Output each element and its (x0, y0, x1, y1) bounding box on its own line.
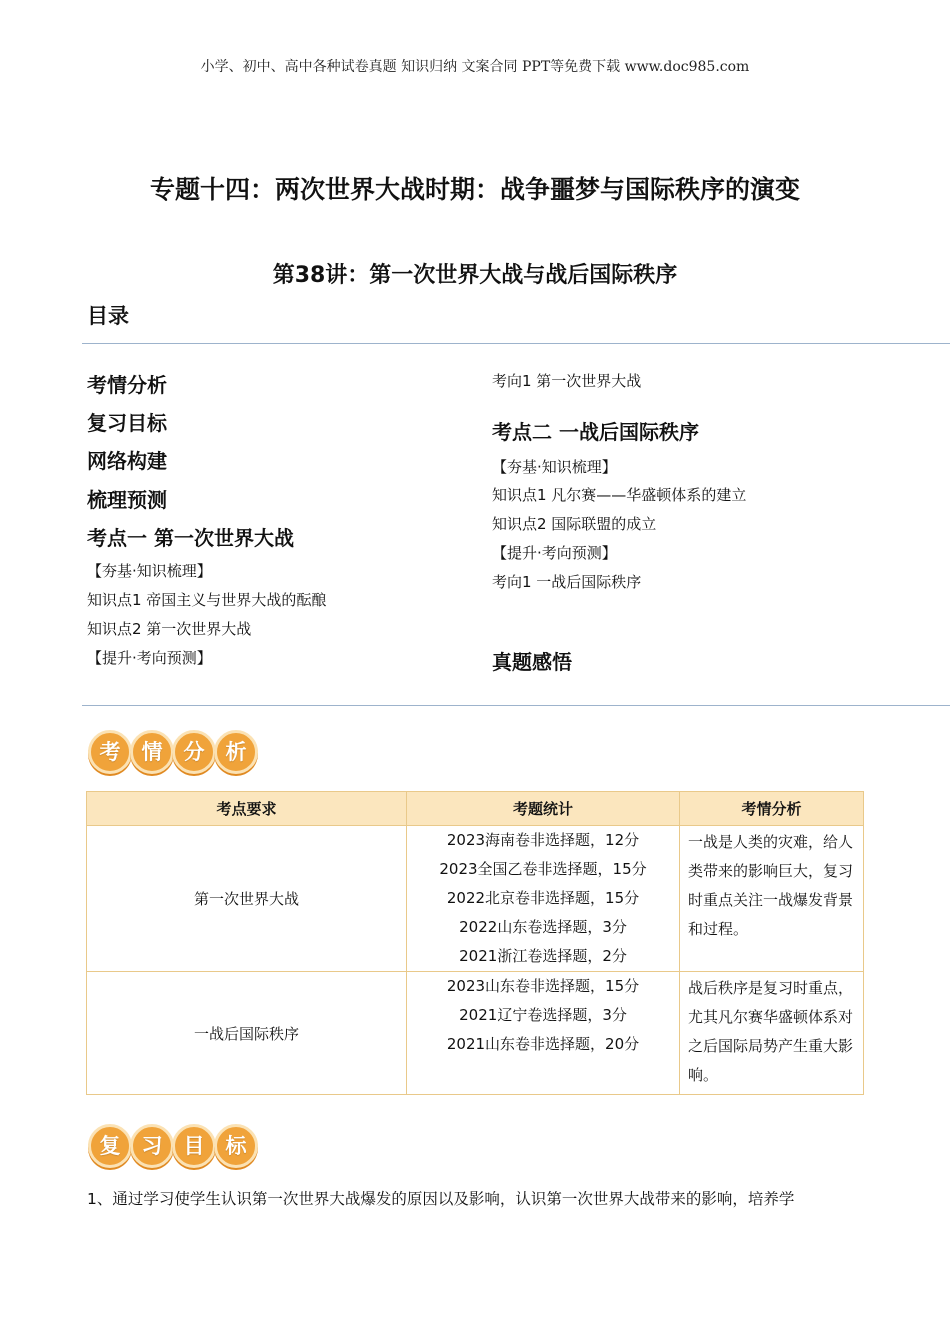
toc-top-divider (82, 343, 950, 344)
table-row (87, 826, 864, 972)
toc-item-review-goals[interactable]: 复习目标 (87, 411, 167, 435)
badge-char: 情 (130, 730, 174, 774)
section-badge-exam-analysis (88, 730, 256, 774)
topic-cell: 一战后国际秩序 (87, 972, 407, 1095)
badge-char: 复 (88, 1124, 132, 1168)
header-stats: 考题统计 (407, 792, 680, 826)
toc-sub-knowledge-basics-2[interactable]: 【夯基·知识梳理】 (492, 458, 617, 476)
toc-sub-predict[interactable]: 【提升·考向预测】 (87, 649, 212, 667)
section-badge-review-goals (88, 1124, 256, 1168)
table-row (87, 972, 864, 1095)
badge-char: 标 (214, 1124, 258, 1168)
toc-sub-direction-1[interactable]: 考向1 第一次世界大战 (492, 372, 642, 390)
toc-sub-knowledge-basics[interactable]: 【夯基·知识梳理】 (87, 562, 212, 580)
toc-sub-knowledge-1[interactable]: 知识点1 帝国主义与世界大战的酝酿 (87, 591, 327, 609)
page-title: 专题十四：两次世界大战时期：战争噩梦与国际秩序的演变 (149, 175, 800, 204)
toc-sub-versailles[interactable]: 知识点1 凡尔赛——华盛顿体系的建立 (492, 486, 747, 504)
toc-item-review-predict[interactable]: 梳理预测 (87, 488, 167, 512)
toc-item-real-exam[interactable]: 真题感悟 (492, 650, 572, 674)
stat-line: 2021辽宁卷选择题，3分 (459, 1006, 627, 1024)
stats-cell (407, 972, 680, 1095)
topic-cell: 第一次世界大战 (87, 826, 407, 972)
toc-item-point-one[interactable]: 考点一 第一次世界大战 (87, 526, 294, 550)
toc-sub-predict-2[interactable]: 【提升·考向预测】 (492, 544, 617, 562)
analysis-text: 一战是人类的灾难，给人类带来的影响巨大，复习时重点关注一战爆发背景和过程。 (688, 833, 854, 938)
toc-heading: 目录 (87, 304, 129, 328)
badge-char: 考 (88, 730, 132, 774)
badge-char: 分 (172, 730, 216, 774)
toc-item-exam-analysis[interactable]: 考情分析 (87, 373, 167, 397)
toc-sub-direction-2[interactable]: 考向1 一战后国际秩序 (492, 573, 642, 591)
goal-text: 1、通过学习使学生认识第一次世界大战爆发的原因以及影响，认识第一次世界大战带来的影响，培养学 (87, 1190, 795, 1208)
stat-line: 2021浙江卷选择题，2分 (459, 947, 627, 965)
stat-line: 2023山东卷非选择题，15分 (446, 977, 640, 995)
stat-line: 2022山东卷选择题，3分 (459, 918, 627, 936)
badge-char: 析 (214, 730, 258, 774)
toc-item-point-two[interactable]: 考点二 一战后国际秩序 (492, 420, 699, 444)
stats-cell (407, 826, 680, 972)
exam-analysis-table (86, 791, 864, 1095)
toc-sub-knowledge-2[interactable]: 知识点2 第一次世界大战 (87, 620, 252, 638)
stat-line: 2022北京卷非选择题，15分 (446, 889, 640, 907)
stat-line: 2023海南卷非选择题，12分 (446, 831, 640, 849)
analysis-cell (680, 826, 864, 972)
site-banner: 小学、初中、高中各种试卷真题 知识归纳 文案合同 PPT等免费下载 www.doc985.com (200, 59, 750, 75)
badge-char: 目 (172, 1124, 216, 1168)
stat-line: 2021山东卷非选择题，20分 (446, 1035, 640, 1053)
badge-char: 习 (130, 1124, 174, 1168)
table-header-row (87, 792, 864, 826)
analysis-text: 战后秩序是复习时重点，尤其凡尔赛华盛顿体系对之后国际局势产生重大影响。 (688, 979, 854, 1084)
lecture-title: 第38讲：第一次世界大战与战后国际秩序 (272, 263, 678, 288)
header-analysis: 考情分析 (680, 792, 864, 826)
analysis-cell (680, 972, 864, 1095)
stat-line: 2023全国乙卷非选择题，15分 (439, 860, 647, 878)
header-topic: 考点要求 (87, 792, 407, 826)
toc-item-network[interactable]: 网络构建 (87, 449, 167, 473)
toc-sub-league[interactable]: 知识点2 国际联盟的成立 (492, 515, 657, 533)
toc-bottom-divider (82, 705, 950, 706)
